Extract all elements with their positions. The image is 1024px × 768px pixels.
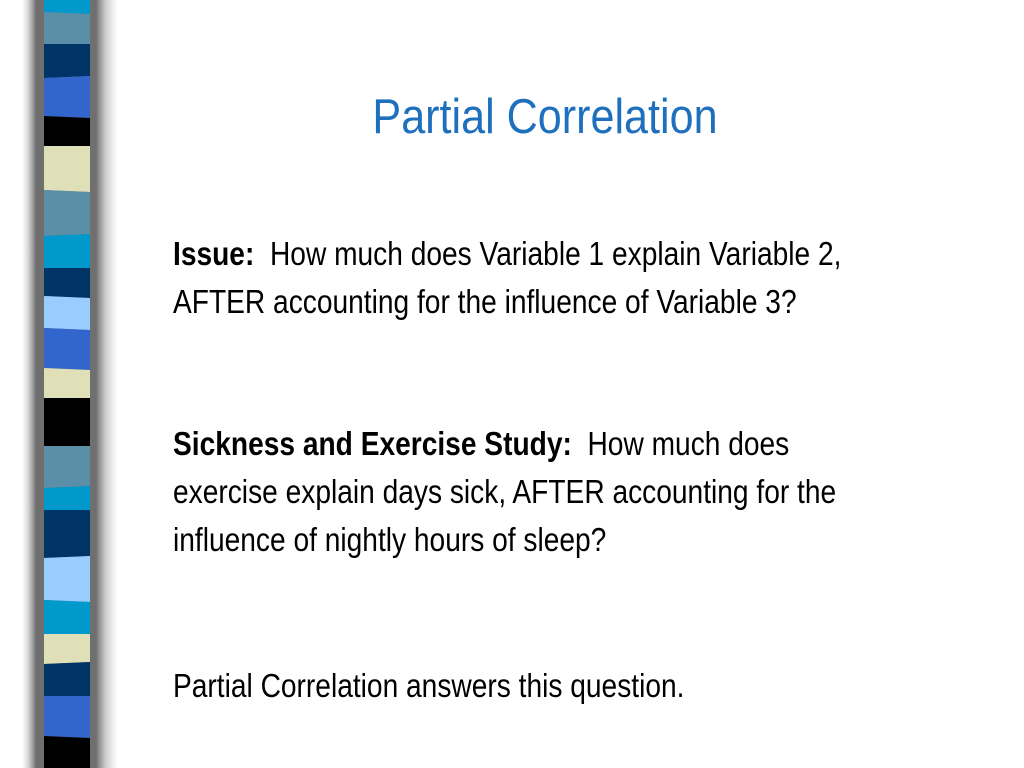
- stripe-band: [44, 116, 90, 146]
- study-paragraph: [173, 421, 929, 565]
- stripe-band: [44, 146, 90, 192]
- stripe-band: [44, 486, 90, 510]
- stripe-band: [44, 44, 90, 78]
- stripe-band: [44, 556, 90, 602]
- conclusion-paragraph: Partial Correlation answers this question.: [173, 668, 685, 705]
- stripe-band: [44, 662, 90, 696]
- stripe-band: [44, 446, 90, 488]
- stripe-band: [44, 296, 90, 330]
- stripe-band: [44, 696, 90, 738]
- stripe-band: [44, 190, 90, 236]
- issue-label: Issue:: [173, 236, 255, 273]
- issue-text-line-2: AFTER accounting for the influence of Variable 3?: [173, 284, 797, 321]
- study-label: Sickness and Exercise Study:: [173, 426, 572, 463]
- stripe-band: [44, 736, 90, 768]
- study-text-line-3: influence of nightly hours of sleep?: [173, 522, 607, 559]
- stripe-band: [44, 0, 90, 14]
- stripe-band: [44, 268, 90, 298]
- stripe-band: [44, 368, 90, 398]
- stripe-band: [44, 398, 90, 446]
- decorative-stripe: [30, 0, 104, 768]
- stripe-band: [44, 600, 90, 634]
- stripe-band: [44, 328, 90, 370]
- stripe-band: [44, 510, 90, 558]
- stripe-band: [44, 76, 90, 118]
- stripe-band: [44, 234, 90, 268]
- issue-paragraph: [173, 231, 929, 327]
- slide-title: Partial Correlation: [372, 90, 718, 144]
- stripe-band: [44, 12, 90, 44]
- study-text-line-2: exercise explain days sick, AFTER accounting for the: [173, 474, 837, 511]
- issue-text-line-1: How much does Variable 1 explain Variable 2,: [269, 236, 842, 273]
- stripe-band: [44, 634, 90, 664]
- study-text-line-1: How much does: [587, 426, 790, 463]
